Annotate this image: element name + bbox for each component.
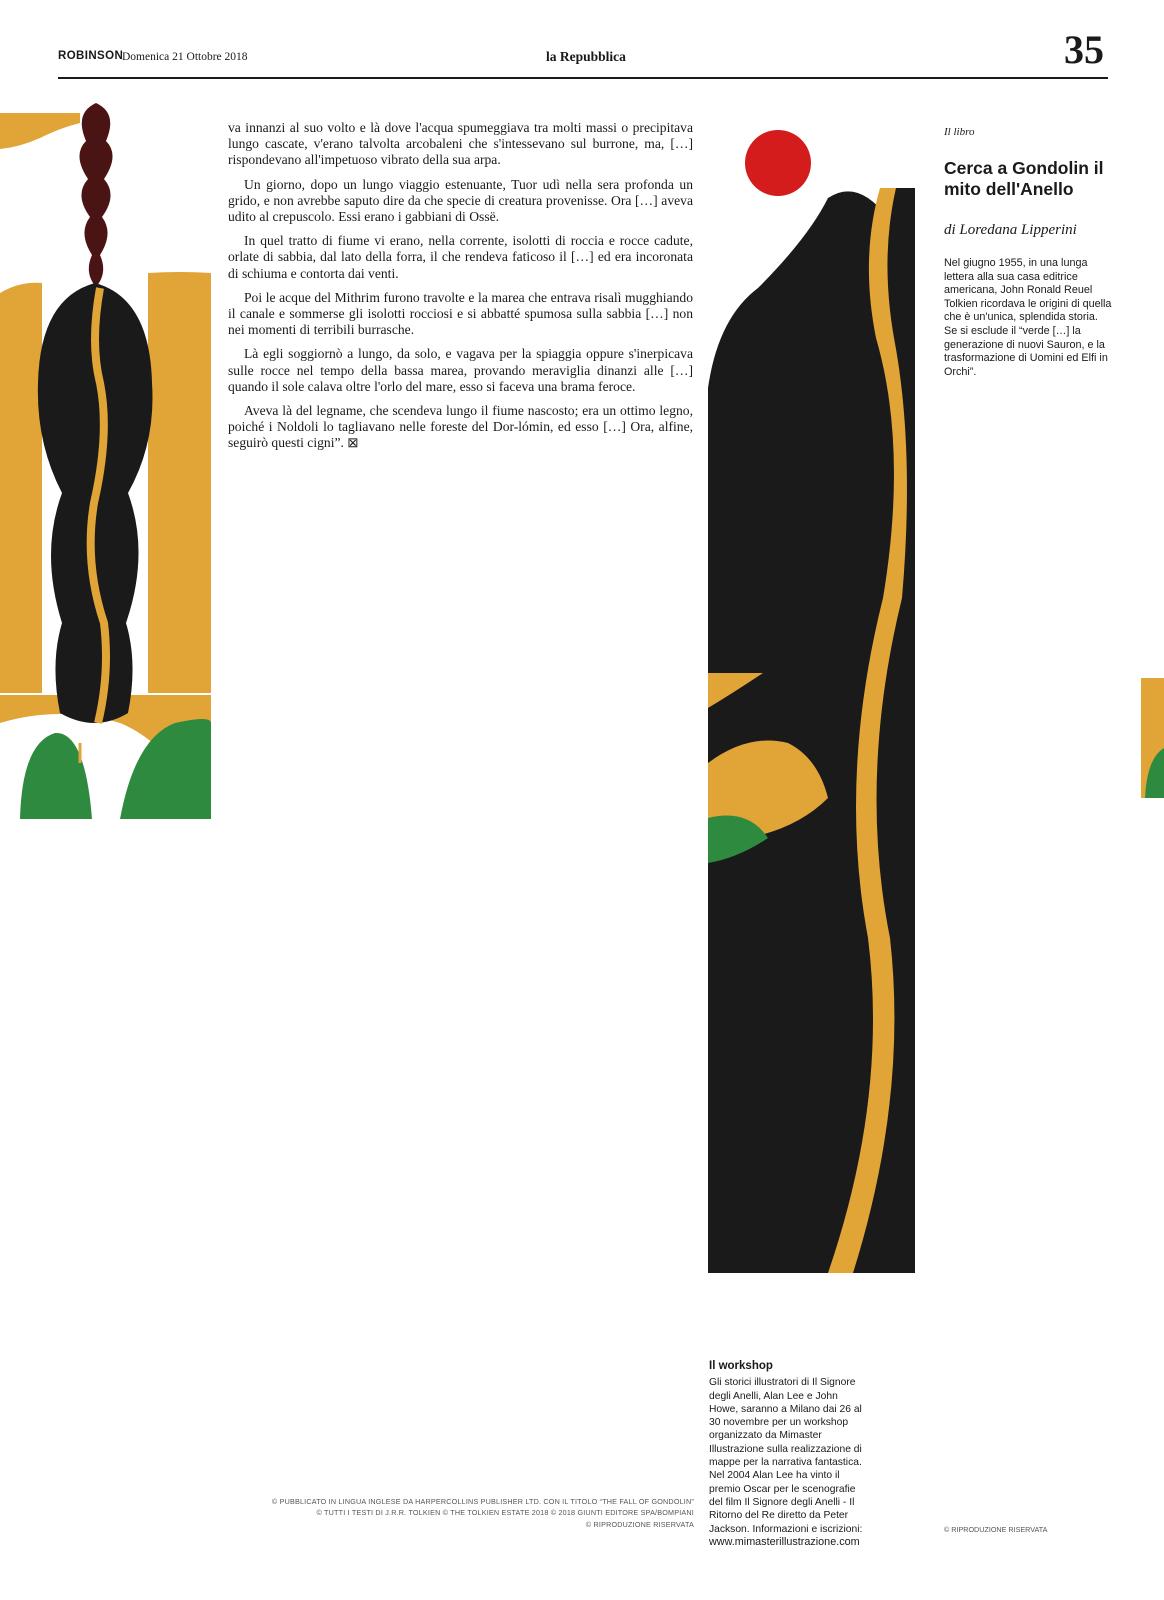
story-paragraph: Aveva là del legname, che scendeva lungo il fiume nascosto; era un ottimo legno, poiché i Noldoli lo tagliavano nelle foreste del Dor-lómin, ed esso […] Ora, alfine, seguirò questi cigni”. ⊠	[228, 403, 693, 451]
credit-line: © PUBBLICATO IN LINGUA INGLESE DA HARPERCOLLINS PUBLISHER LTD. CON IL TITOLO “THE FALL OF GONDOLIN”	[271, 1497, 694, 1506]
story-paragraph: Là egli soggiornò a lungo, da solo, e vagava per la spiaggia oppure s'inerpicava sulle rocce nel tempo della bassa marea, provando meraviglia dinanzi alle […] quando il sole calava oltre l'orlo del mare, esso si faceva una brama feroce.	[228, 346, 693, 394]
issue-date: Domenica 21 Ottobre 2018	[122, 51, 248, 63]
story-paragraph: Un giorno, dopo un lungo viaggio estenuante, Tuor udì nella sera profonda un grido, e non avrebbe saputo dire da che specie di creatura provenisse. Ora […] aveva udito al crepuscolo. Essi erano i gabbiani di Ossë.	[228, 176, 693, 225]
story-paragraph: va innanzi al suo volto e là dove l'acqua spumeggiava tra molti massi o precipitava lungo cascate, v'erano talvolta arcobaleni che s'intessevano sul burrone, ma, […] rispondevano all'impetuoso vibrato della sua arpa.	[228, 120, 693, 168]
workshop-box	[709, 1360, 865, 1549]
right-illustration	[708, 118, 915, 1273]
story-paragraph: Poi le acque del Mithrim furono travolte e la marea che entrava risalì mugghiando il canale e sommerse gli isolotti rocciosi e si abbatté spumosa sulla sabbia […] non nei momenti di terribili burrasche.	[228, 289, 693, 338]
sidebar-copyright: © RIPRODUZIONE RISERVATA	[944, 1525, 1048, 1534]
section-name: ROBINSON	[58, 50, 124, 62]
sidebar-title: Cerca a Gondolin il mito dell'Anello	[944, 158, 1104, 199]
newspaper-name: la Repubblica	[546, 49, 626, 64]
sidebar-kicker: Il libro	[944, 126, 975, 138]
copyright-notice: © RIPRODUZIONE RISERVATA	[585, 1520, 694, 1529]
sun-shape	[745, 130, 811, 196]
page-header	[58, 27, 1108, 79]
page-number: 35	[1064, 27, 1104, 72]
edge-illustration	[1141, 678, 1164, 798]
workshop-text: Gli storici illustratori di Il Signore degli Anelli, Alan Lee e John Howe, saranno a Milano dai 26 al 30 novembre per un workshop organizzato da Mimaster Illustrazione sulla realizzazione di mappe per la narrativa fantastica. Nel 2004 Alan Lee ha vinto il premio Oscar per le scenografie del film Il Signore degli Anelli - Il Ritorno del Re diretto da Peter Jackson. Informazioni e iscrizioni:	[709, 1377, 863, 1535]
workshop-url[interactable]: www.mimasterillustrazione.com	[709, 1535, 860, 1548]
story-paragraph: In quel tratto di fiume vi erano, nella corrente, isolotti di roccia e rocce cadute, orlate di sabbia, dal lato della forra, il che rendeva faticoso il […] ed era incoronata di schiuma e contorta dai venti.	[228, 233, 693, 281]
sidebar-article	[944, 126, 1112, 379]
left-illustration	[0, 83, 211, 819]
sidebar-byline: di Loredana Lipperini	[944, 222, 1077, 238]
sidebar-body: Nel giugno 1955, in una lunga lettera alla sua casa editrice americana, John Ronald Reuel Tolkien ricordava le origini di quella che è un'unica, splendida storia. Se si esclude il “verde […] la generazione di nuovi Sauron, e la trasformazione di Uomini ed Elfi in Orchi”.	[944, 257, 1112, 378]
workshop-heading: Il workshop	[709, 1360, 773, 1372]
credit-line: © TUTTI I TESTI DI J.R.R. TOLKIEN © THE TOLKIEN ESTATE 2018 © 2018 GIUNTI EDITORE SPA/BOMPIANI	[316, 1508, 694, 1517]
story-text	[228, 120, 693, 452]
